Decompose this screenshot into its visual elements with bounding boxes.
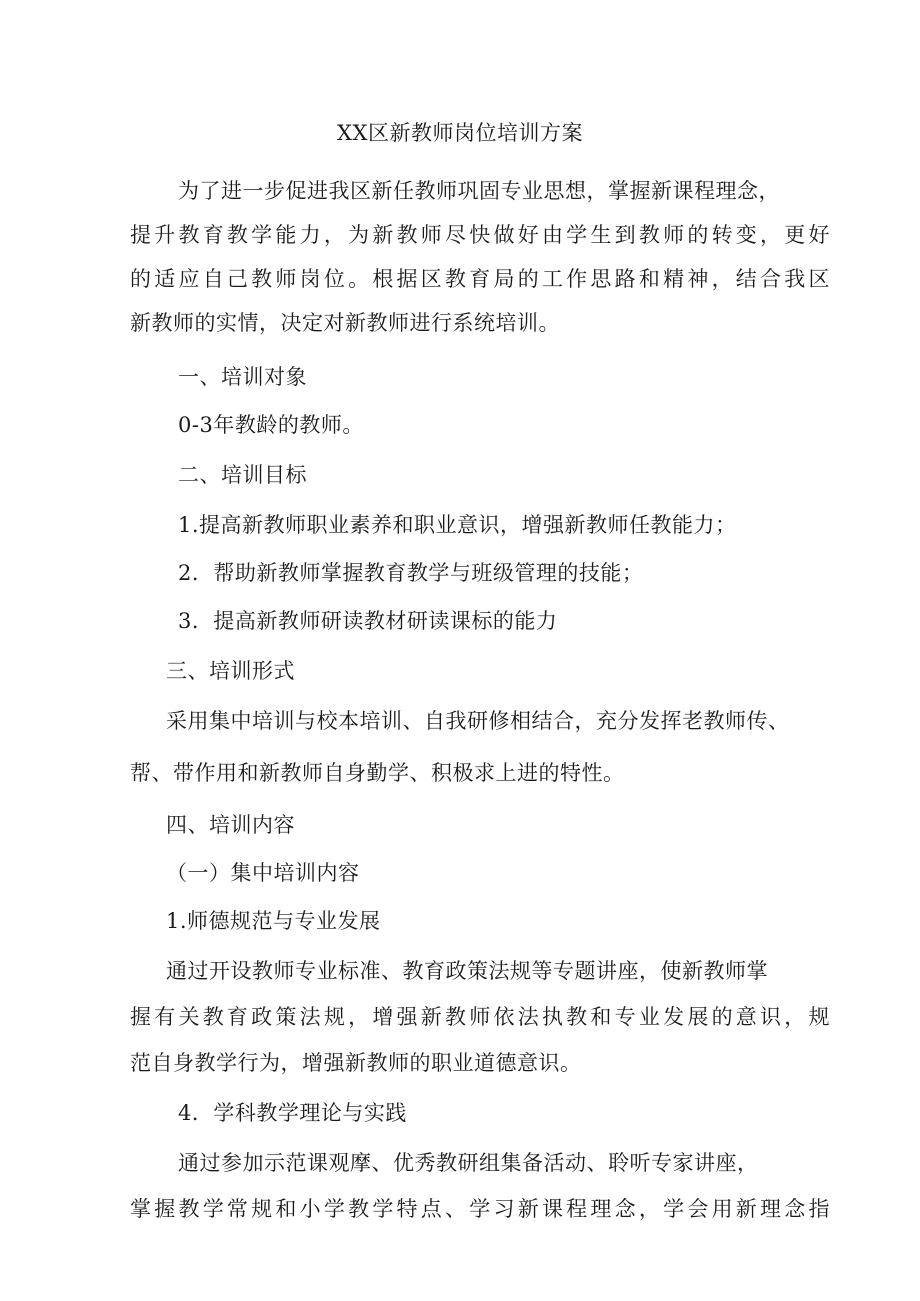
document-title: XX区新教师岗位培训方案	[337, 121, 583, 145]
section-2-item-2: 2．帮助新教师掌握教育教学与班级管理的技能；	[178, 561, 644, 585]
section-2-heading: 二、培训目标	[178, 463, 307, 487]
section-2-item-1: 1.提高新教师职业素养和职业意识，增强新教师任教能力；	[178, 513, 737, 537]
section-3-body-line-2: 帮、带作用和新教师自身勤学、积极求上进的特性。	[130, 761, 625, 785]
intro-line-4: 新教师的实情，决定对新教师进行系统培训。	[130, 311, 560, 335]
section-3-body-line-1: 采用集中培训与校本培训、自我研修相结合，充分发挥老教师传、	[166, 709, 790, 733]
section-4-item-4-line-2: 掌握教学常规和小学教学特点、学习新课程理念，学会用新理念指	[130, 1197, 830, 1221]
section-4-item-1-line-3: 范自身教学行为，增强新教师的职业道德意识。	[130, 1051, 582, 1075]
section-1-body: 0-3年教龄的教师。	[178, 413, 364, 437]
section-2-item-3: 3．提高新教师研读教材研读课标的能力	[178, 609, 558, 633]
section-4-subheading: （一）集中培训内容	[166, 861, 360, 885]
section-3-heading: 三、培训形式	[166, 659, 295, 683]
section-4-item-4-title: 4．学科教学理论与实践	[178, 1101, 407, 1125]
section-4-heading: 四、培训内容	[166, 813, 295, 837]
intro-line-3: 的适应自己教师岗位。根据区教育局的工作思路和精神，结合我区	[130, 267, 830, 291]
section-1-heading: 一、培训对象	[178, 365, 307, 389]
intro-line-2: 提升教育教学能力，为新教师尽快做好由学生到教师的转变，更好	[130, 223, 830, 247]
section-4-item-1-title: 1.师德规范与专业发展	[166, 909, 381, 933]
section-4-item-1-line-1: 通过开设教师专业标准、教育政策法规等专题讲座，使新教师掌	[166, 959, 768, 983]
section-4-item-1-line-2: 握有关教育政策法规，增强新教师依法执教和专业发展的意识，规	[130, 1005, 830, 1029]
intro-line-1: 为了进一步促进我区新任教师巩固专业思想，掌握新课程理念，	[178, 179, 780, 203]
section-4-item-4-line-1: 通过参加示范课观摩、优秀教研组集备活动、聆听专家讲座，	[178, 1151, 759, 1175]
